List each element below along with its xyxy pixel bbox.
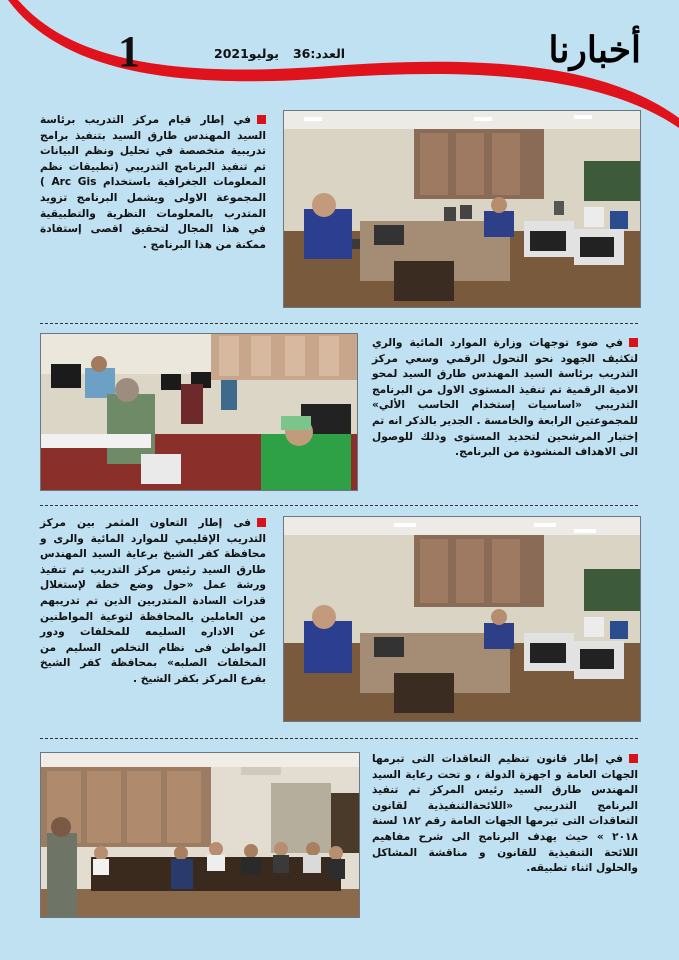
bullet-icon xyxy=(257,518,266,527)
issue-number: العدد:36 xyxy=(292,46,346,61)
article-4-text xyxy=(372,752,638,877)
article-2-photo xyxy=(40,333,358,491)
article-4-body: في إطار قانون تنظيم التعاقدات التى تبرمها الجهات العامة و اجهزة الدولة ، و تحت رعاية السيد المهندس طارق السيد رئيس المركز تم تنفيذ البرنامج التدريبي «اللائحةالتنفيذية لقانون التعاقدات التى تبرمها الجهات العامة رقم ١٨٢ لسنة ٢٠١٨ » حيث يهدف البرنامج الى شرح مفاهيم اللائحة التنفيذية للقانون و مناقشة المشاكل والحلول اثناء تطبيقه. xyxy=(372,753,638,875)
page-number: 1 xyxy=(118,27,140,76)
section-divider xyxy=(40,505,638,506)
article-3-photo xyxy=(283,516,641,722)
article-3-text xyxy=(40,516,266,688)
article-2-text xyxy=(372,336,638,461)
section-divider xyxy=(40,323,638,324)
issue-info xyxy=(200,46,345,61)
article-4-photo xyxy=(40,752,360,918)
bullet-icon xyxy=(257,115,266,124)
bullet-icon xyxy=(629,338,638,347)
issue-date: يوليو2021 xyxy=(214,46,279,61)
article-3-body: فى إطار التعاون المثمر بين مركز التدريب الإقليمي للموارد المائية والرى و محافظة كفر الشيخ برعاية السيد المهندس طارق السيد رئيس مركز التدريب تم تنفيذ ورشة عمل «حول وضع خطة لإستغلال قدرات السادة المتدربين الذين تم تدريبهم من العاملين بالمحافظة لتوعية المواطنين عن الاداره السليمه للمخلفات ودور المواطن فى نظام التخلص السليم من المخلفات الصلبه» بمحافظة كفر الشيخ بفرع المركز بكفر الشيخ . xyxy=(40,517,266,685)
article-1-photo xyxy=(283,110,641,308)
section-divider xyxy=(40,738,638,739)
bullet-icon xyxy=(629,754,638,763)
masthead-title: أخبارنا xyxy=(548,29,641,71)
article-1-body: في إطار قيام مركز التدريب برئاسة السيد المهندس طارق السيد بتنفيذ برامج تدريبية متخصصة في تحليل ونظم البيانات تم تنفيذ البرنامج التدريبي (تطبيقات نظم المعلومات الجغرافية باستخدام Arc Gis ) المجموعة الاولى ويشمل البرنامج تزويد المتدرب بالمعلومات النظرية والتطبيقية في هذا المجال لتحقيق اقصى إستفادة ممكنة من هذا البرنامج . xyxy=(40,114,267,251)
article-2-body: في ضوء توجهات وزارة الموارد المائية والري لتكثيف الجهود نحو التحول الرقمي وسعي مركز التدريب برئاسة السيد المهندس طارق السيد لمحو الامية الرقمية تم تنفيذ المستوى الاول من البرنامج التدريبي «اساسيات إستخدام الحاسب الألي» للمجموعتين الرابعة والخامسة . الجدير بالذكر انه تم إختبار المرشحين لتحديد المستوى وذلك للوصول الى الاهداف المنشودة من البرنامج. xyxy=(372,337,638,459)
article-1-text xyxy=(40,113,266,253)
